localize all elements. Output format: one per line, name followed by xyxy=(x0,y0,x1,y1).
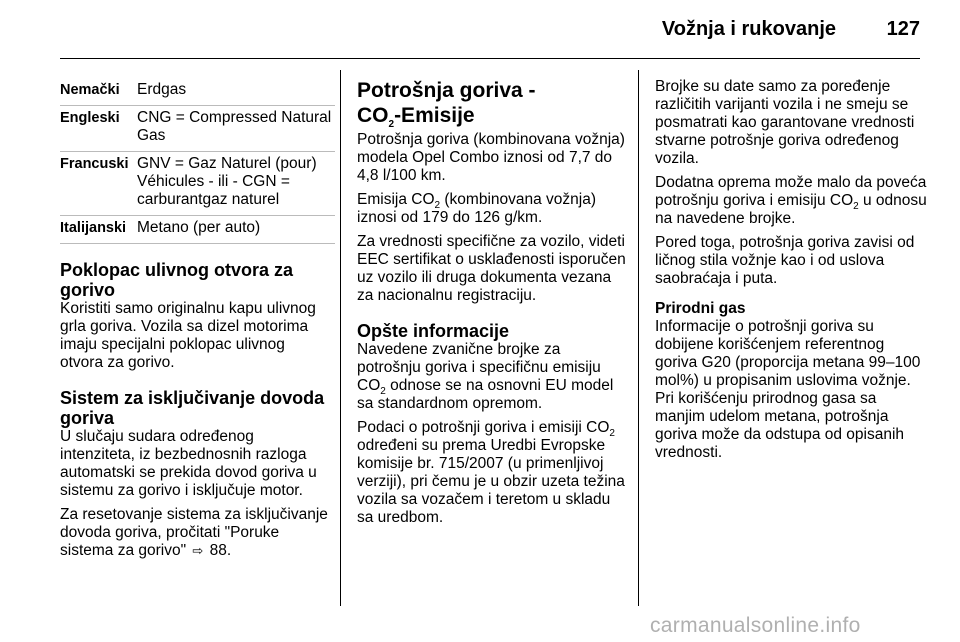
term-label: Francuski xyxy=(60,156,129,172)
general-info-text: Navedene zvanične brojke za potrošnju goriva i specifičnu emisiju $CO_2$ odnose se na osnovni EU model sa standardnom opremom. xyxy=(357,341,614,412)
watermark: carmanualsonline.info xyxy=(650,614,861,637)
table-row xyxy=(60,78,335,106)
term-label: Engleski xyxy=(60,110,120,126)
page-reference-arrow-icon: ⇨ xyxy=(192,543,204,558)
term-value: Metano (per auto) xyxy=(137,219,261,236)
terms-table xyxy=(60,78,335,244)
consumption-text: Potrošnja goriva (kombinovana vožnja) modela Opel Combo iznosi od 7,7 do 4,8 l/100 km. xyxy=(357,131,625,184)
emission-text: Emisija $CO_2$ (kombinovana vožnja) iznosi od 179 do 126 g/km. xyxy=(357,191,597,226)
column-divider xyxy=(340,70,341,606)
fuel-consumption-heading: Potrošnja goriva - $CO_2$-Emisije xyxy=(357,79,536,131)
term-label: Italijanski xyxy=(60,220,127,236)
table-row xyxy=(60,106,335,152)
table-row xyxy=(60,152,335,216)
fuel-cutoff-heading: Sistem za isključivanje dovoda goriva xyxy=(60,388,325,428)
column-middle xyxy=(357,78,627,533)
term-value: CNG = Compressed Natural Gas xyxy=(137,109,332,144)
page-number: 127 xyxy=(886,18,920,40)
natural-gas-heading: Prirodni gas xyxy=(655,300,746,317)
fuel-cutoff-text: U slučaju sudara određenog intenziteta, iz bezbednosnih razloga automatski se prekida dovod goriva u sistemu za gorivo i isključuje motor. xyxy=(60,428,317,499)
term-label: Nemački xyxy=(60,82,120,98)
section-title: Vožnja i rukovanje xyxy=(661,18,836,40)
driving-style-text: Pored toga, potrošnja goriva zavisi od ličnog stila vožnje kao i od uslova saobraćaja i puta. xyxy=(655,234,915,287)
fuel-cap-heading: Poklopac ulivnog otvora za gorivo xyxy=(60,260,294,300)
certificate-text: Za vrednosti specifične za vozilo, videti EEC sertifikat o usklađenosti isporučen uz vozilo ili druga dokumenta vezana za nacionalnu registraciju. xyxy=(357,233,626,304)
equipment-text: Dodatna oprema može malo da poveća potrošnju goriva i emisiju $CO_2$ u odnosu na navedene brojke. xyxy=(655,174,927,227)
natural-gas-text: Informacije o potrošnji goriva su dobijene korišćenjem referentnog goriva G20 (proporcija metana 99–100 mol%) u propisanim uslovima vožnje. Pri korišćenju prirodnog gasa sa manjim udelom metana, potrošnja goriva može da odstupa od opisanih vrednosti. xyxy=(655,318,921,461)
page-header xyxy=(60,18,920,59)
term-value: Erdgas xyxy=(137,81,187,98)
general-info-heading: Opšte informacije xyxy=(357,321,510,341)
term-value: GNV = Gaz Naturel (pour) Véhicules - ili - CGN = carburantgaz naturel xyxy=(137,155,317,208)
regulation-text: Podaci o potrošnji goriva i emisiji $CO_2$ određeni su prema Uredbi Evropske komisije br. 715/2007 (u primenljivoj verziji), pri čemu je u obzir uzeta težina vozila sa vozačem i teretom u skladu sa uredbom. xyxy=(357,419,625,526)
column-right xyxy=(655,78,927,468)
fuel-cap-text: Koristiti samo originalnu kapu ulivnog grla goriva. Vozila sa dizel motorima imaju specijalni poklopac ulivnog otvora za gorivo. xyxy=(60,300,316,371)
comparison-text: Brojke su date samo za poređenje različitih varijanti vozila i ne smeju se posmatrati kao garantovane vrednosti stvarne potrošnje goriva određenog vozila. xyxy=(655,78,915,167)
page-reference-link[interactable]: 88. xyxy=(209,542,232,559)
column-left xyxy=(60,78,332,566)
table-row xyxy=(60,216,335,244)
column-divider xyxy=(638,70,639,606)
reset-text: Za resetovanje sistema za isključivanje dovoda goriva, pročitati "Poruke sistema za gorivo" ⇨ 88. xyxy=(60,506,328,559)
